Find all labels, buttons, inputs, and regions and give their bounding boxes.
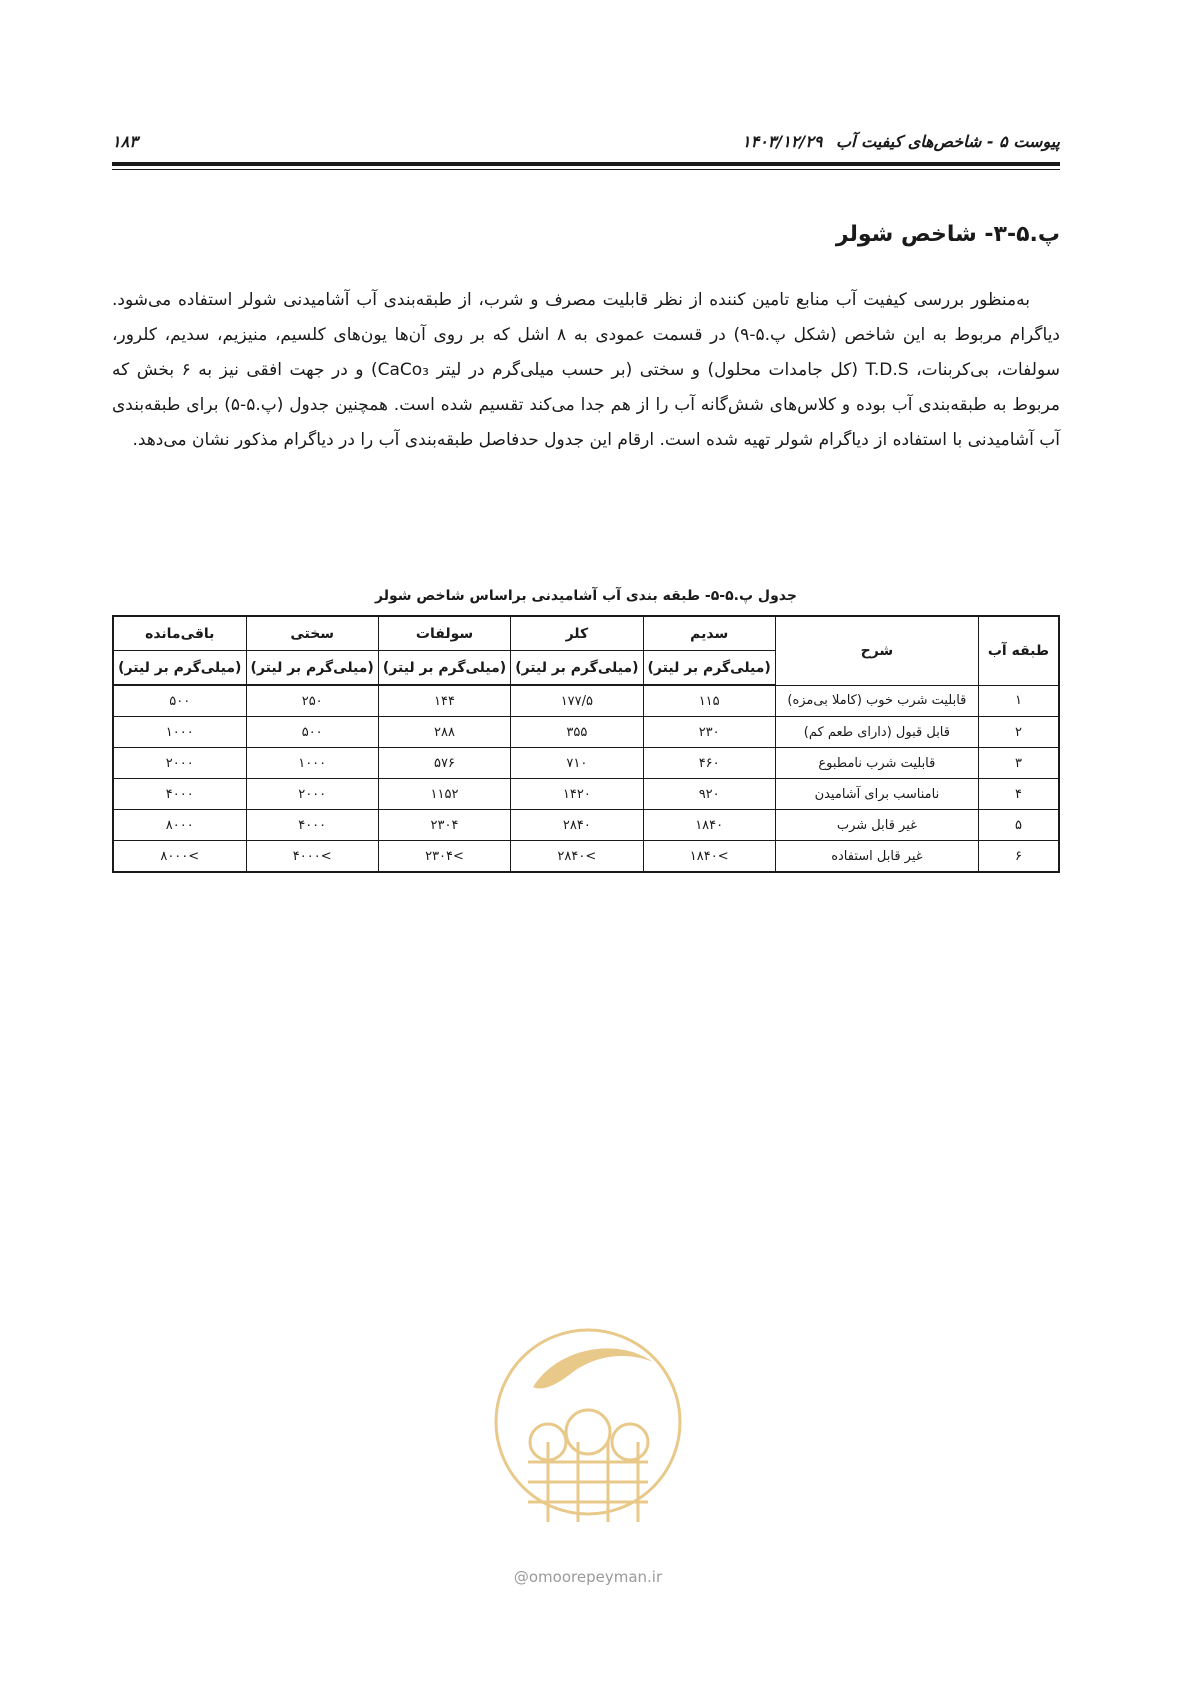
cell-sulfate: ۲۳۰۴ — [378, 810, 510, 841]
cell-chloride: ۱۴۲۰ — [511, 779, 643, 810]
header-unit: (میلی‌گرم بر لیتر) — [246, 651, 378, 686]
cell-description: نامناسب برای آشامیدن — [775, 779, 978, 810]
table-row — [113, 810, 1059, 841]
header-chloride: کلر — [511, 616, 643, 651]
cell-chloride: ۱۷۷/۵ — [511, 685, 643, 717]
cell-sulfate: ۱۱۵۲ — [378, 779, 510, 810]
table-row — [113, 841, 1059, 873]
cell-sodium: ۹۲۰ — [643, 779, 775, 810]
header-sodium: سدیم — [643, 616, 775, 651]
cell-chloride: ۷۱۰ — [511, 748, 643, 779]
cell-residue: ۴۰۰۰ — [113, 779, 246, 810]
cell-residue: ۵۰۰ — [113, 685, 246, 717]
cell-chloride: ۲۸۴۰ — [511, 810, 643, 841]
cell-class: ۳ — [978, 748, 1059, 779]
cell-sulfate: ۵۷۶ — [378, 748, 510, 779]
cell-hardness: ۵۰۰ — [246, 717, 378, 748]
header-rule-thick — [112, 162, 1060, 166]
header-hardness: سختی — [246, 616, 378, 651]
cell-description: قابل قبول (دارای طعم کم) — [775, 717, 978, 748]
header-unit: (میلی‌گرم بر لیتر) — [113, 651, 246, 686]
section-title: پ.۵-۳- شاخص شولر — [835, 222, 1060, 247]
cell-residue: ۲۰۰۰ — [113, 748, 246, 779]
cell-sodium: >۱۸۴۰ — [643, 841, 775, 873]
cell-sodium: ۲۳۰ — [643, 717, 775, 748]
cell-sodium: ۱۸۴۰ — [643, 810, 775, 841]
cell-class: ۱ — [978, 685, 1059, 717]
page-header — [112, 132, 1060, 156]
header-water-class: طبقه آب — [978, 616, 1059, 685]
cell-hardness: ۲۵۰ — [246, 685, 378, 717]
cell-sulfate: >۲۳۰۴ — [378, 841, 510, 873]
cell-hardness: >۴۰۰۰ — [246, 841, 378, 873]
chapter-title: پیوست ۵ - شاخص‌های کیفیت آب — [836, 132, 1060, 151]
header-date: ۱۴۰۳/۱۲/۲۹ — [742, 132, 823, 151]
cell-description: قابلیت شرب خوب (کاملا بی‌مزه) — [775, 685, 978, 717]
cell-description: غیر قابل شرب — [775, 810, 978, 841]
watermark-logo-icon — [488, 1292, 688, 1562]
header-sulfate: سولفات — [378, 616, 510, 651]
cell-sodium: ۱۱۵ — [643, 685, 775, 717]
table-row — [113, 717, 1059, 748]
cell-sodium: ۴۶۰ — [643, 748, 775, 779]
cell-sulfate: ۲۸۸ — [378, 717, 510, 748]
cell-class: ۲ — [978, 717, 1059, 748]
cell-chloride: >۲۸۴۰ — [511, 841, 643, 873]
header-unit: (میلی‌گرم بر لیتر) — [378, 651, 510, 686]
cell-sulfate: ۱۴۴ — [378, 685, 510, 717]
cell-class: ۴ — [978, 779, 1059, 810]
page-number: ۱۸۳ — [112, 132, 138, 151]
header-residue: باقی‌مانده — [113, 616, 246, 651]
cell-hardness: ۴۰۰۰ — [246, 810, 378, 841]
table-row — [113, 685, 1059, 717]
table-caption: جدول پ.۵-۵- طبقه بندی آب آشامیدنی براساس شاخص شولر — [375, 588, 797, 604]
body-paragraph: به‌منظور بررسی کیفیت آب منابع تامین کننده از نظر قابلیت مصرف و شرب، از طبقه‌بندی آب آشامیدنی شولر استفاده می‌شود. دیاگرام مربوط به این شاخص (شکل پ.۵-۹) در قسمت عمودی به ۸ اشل که بر روی آن‌ها یون‌های کلسیم، منیزیم، سدیم، کلرور، سولفات، بی‌کربنات، T.D.S (کل جامدات محلول) و سختی (بر حسب میلی‌گرم در لیتر CaCo₃) و در جهت افقی نیز به ۶ بخش که مربوط به طبقه‌بندی آب بوده و کلاس‌های شش‌گانه آب را از هم جدا می‌کند تقسیم شده است. همچنین جدول (پ.۵-۵) برای طبقه‌بندی آب آشامیدنی با استفاده از دیاگرام شولر تهیه شده است. ارقام این جدول حدفاصل طبقه‌بندی آب را در دیاگرام مذکور نشان می‌دهد. — [112, 290, 1061, 450]
body-paragraph-block — [112, 283, 1060, 458]
cell-class: ۶ — [978, 841, 1059, 873]
table-row — [113, 748, 1059, 779]
cell-residue: ۸۰۰۰ — [113, 810, 246, 841]
table-row — [113, 779, 1059, 810]
watermark-url: @omoorepeyman.ir — [513, 1568, 663, 1586]
cell-description: قابلیت شرب نامطبوع — [775, 748, 978, 779]
header-description: شرح — [775, 616, 978, 685]
cell-chloride: ۳۵۵ — [511, 717, 643, 748]
cell-class: ۵ — [978, 810, 1059, 841]
cell-hardness: ۱۰۰۰ — [246, 748, 378, 779]
cell-residue: ۱۰۰۰ — [113, 717, 246, 748]
header-unit: (میلی‌گرم بر لیتر) — [643, 651, 775, 686]
cell-residue: >۸۰۰۰ — [113, 841, 246, 873]
schoeller-classification-table — [112, 615, 1060, 873]
cell-description: غیر قابل استفاده — [775, 841, 978, 873]
cell-hardness: ۲۰۰۰ — [246, 779, 378, 810]
header-rule-thin — [112, 169, 1060, 170]
header-unit: (میلی‌گرم بر لیتر) — [511, 651, 643, 686]
